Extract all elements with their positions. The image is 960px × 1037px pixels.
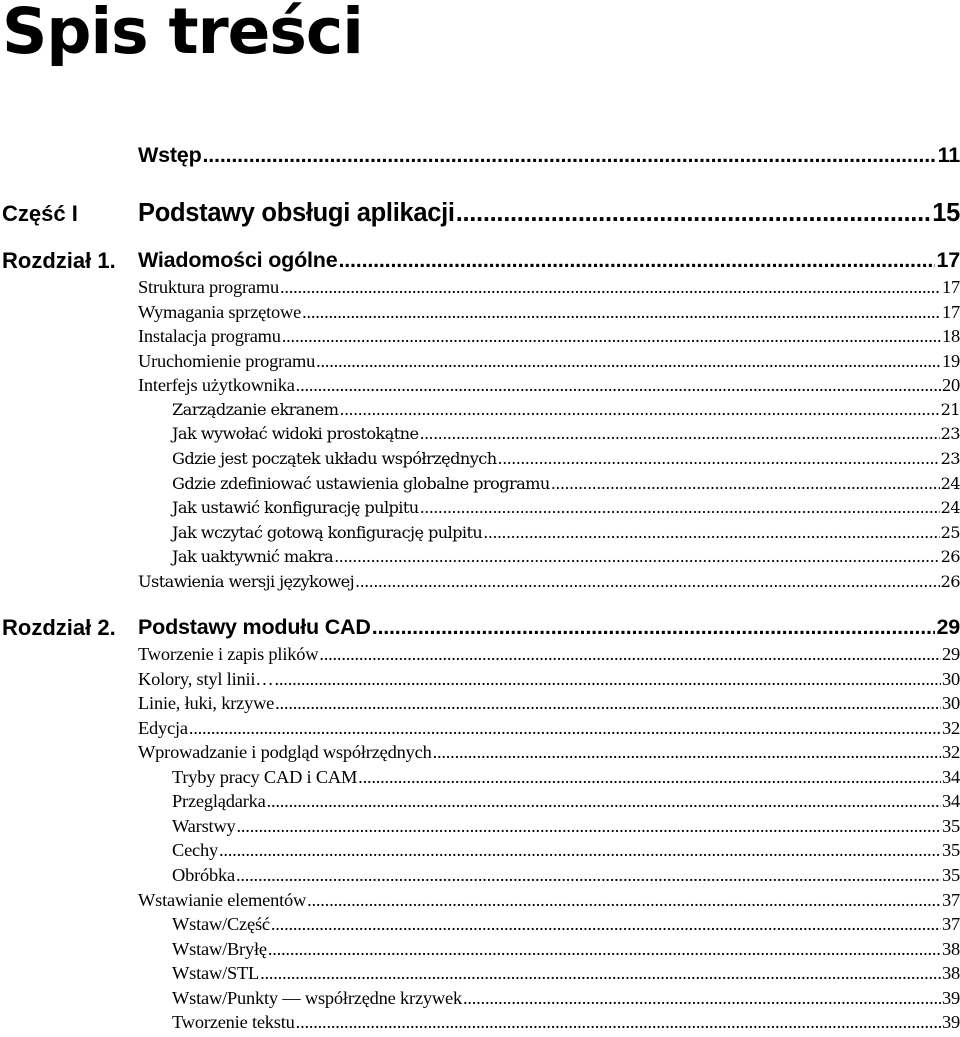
toc-entry-title: Wstaw/STL xyxy=(172,963,260,983)
toc-entry-title: Jak wywołać widoki prostokątne xyxy=(172,424,419,443)
toc-entry-title: Gdzie jest początek układu współrzędnych xyxy=(172,449,497,468)
toc-entry-chapter[interactable] xyxy=(138,248,960,273)
chapter-label: Rozdział 2. xyxy=(2,615,116,640)
toc-entry-page: 34 xyxy=(942,791,960,811)
dot-leader xyxy=(189,718,941,739)
toc-entry-page: 39 xyxy=(942,1012,960,1032)
toc-entry-part[interactable] xyxy=(138,199,960,228)
dot-leader xyxy=(280,277,941,298)
toc-entry-page: 15 xyxy=(932,199,960,227)
toc-entry-page: 24 xyxy=(940,498,960,517)
toc-entry-section[interactable] xyxy=(138,572,960,591)
toc-entry-page: 21 xyxy=(940,400,960,419)
toc-entry-title: Uruchomienie programu xyxy=(138,351,316,371)
toc-entry-title: Ustawienia wersji językowej xyxy=(138,572,355,591)
dot-leader xyxy=(355,572,940,591)
toc-entry-title: Jak wczytać gotową konfigurację pulpitu xyxy=(172,523,483,542)
toc-entry-page: 39 xyxy=(942,988,960,1008)
toc-entry-section[interactable] xyxy=(138,351,960,372)
toc-entry-title: Wstaw/Bryłę xyxy=(172,939,267,959)
toc-entry-page: 23 xyxy=(940,449,960,468)
toc-entry-title: Struktura programu xyxy=(138,277,279,297)
toc-entry-title: Wiadomości ogólne xyxy=(138,248,338,272)
toc-entry-page: 35 xyxy=(942,865,960,885)
toc-entry-page: 35 xyxy=(942,840,960,860)
toc-entry-intro[interactable] xyxy=(138,143,960,168)
toc-entry-subsection[interactable] xyxy=(172,816,960,837)
toc-entry-title: Wstaw/Część xyxy=(172,914,270,934)
toc-entry-page: 37 xyxy=(942,890,960,910)
toc-entry-subsection[interactable] xyxy=(172,498,960,517)
toc-entry-page: 30 xyxy=(942,669,960,689)
dot-leader xyxy=(338,248,935,273)
toc-entry-title: Wstawianie elementów xyxy=(138,890,307,910)
toc-entry-subsection[interactable] xyxy=(172,939,960,960)
toc-entry-section[interactable] xyxy=(138,693,960,714)
toc-entry-subsection[interactable] xyxy=(172,963,960,984)
toc-entry-title: Wstaw/Punkty — współrzędne krzywek xyxy=(172,988,462,1008)
toc-entry-subsection[interactable] xyxy=(172,449,960,468)
dot-leader xyxy=(456,199,932,228)
toc-entry-subsection[interactable] xyxy=(172,424,960,443)
dot-leader xyxy=(267,791,941,812)
toc-entry-subsection[interactable] xyxy=(172,840,960,861)
dot-leader xyxy=(339,400,939,419)
dot-leader xyxy=(302,302,941,323)
dot-leader xyxy=(334,547,939,566)
toc-entry-page: 29 xyxy=(936,615,960,639)
toc-entry-title: Tworzenie i zapis plików xyxy=(138,644,319,664)
dot-leader xyxy=(419,424,939,443)
toc-entry-title: Tryby pracy CAD i CAM xyxy=(172,767,358,787)
toc-entry-title: Wymagania sprzętowe xyxy=(138,302,302,322)
toc-entry-page: 23 xyxy=(940,424,960,443)
toc-entry-section[interactable] xyxy=(138,644,960,665)
toc-entry-page: 24 xyxy=(940,474,960,493)
toc-entry-title: Edycja xyxy=(138,718,188,738)
toc-entry-page: 37 xyxy=(942,914,960,934)
dot-leader xyxy=(268,939,941,960)
dot-leader xyxy=(358,767,941,788)
toc-entry-page: 30 xyxy=(942,693,960,713)
toc-entry-title: Wprowadzanie i podgląd współrzędnych xyxy=(138,742,432,762)
toc-entry-section[interactable] xyxy=(138,302,960,323)
dot-leader xyxy=(260,963,941,984)
toc-entry-page: 17 xyxy=(942,277,960,297)
toc-entry-page: 32 xyxy=(942,742,960,762)
toc-entry-page: 11 xyxy=(937,143,960,167)
toc-entry-subsection[interactable] xyxy=(172,474,960,493)
dot-leader xyxy=(463,988,941,1009)
toc-entry-section[interactable] xyxy=(138,890,960,911)
dot-leader xyxy=(307,890,941,911)
dot-leader xyxy=(372,615,936,640)
dot-leader xyxy=(296,375,941,396)
dot-leader xyxy=(433,742,941,763)
toc-entry-title: Kolory, styl linii… xyxy=(138,669,274,689)
toc-entry-section[interactable] xyxy=(138,742,960,763)
dot-leader xyxy=(203,143,937,168)
toc-entry-subsection[interactable] xyxy=(172,791,960,812)
dot-leader xyxy=(275,669,942,690)
toc-entry-subsection[interactable] xyxy=(172,865,960,886)
toc-entry-page: 38 xyxy=(942,963,960,983)
toc-entry-title: Warstwy xyxy=(172,816,236,836)
toc-entry-title: Cechy xyxy=(172,840,218,860)
dot-leader xyxy=(275,693,941,714)
toc-entry-subsection[interactable] xyxy=(172,914,960,935)
toc-entry-section[interactable] xyxy=(138,375,960,396)
toc-entry-subsection[interactable] xyxy=(172,1012,960,1033)
toc-entry-title: Interfejs użytkownika xyxy=(138,375,295,395)
toc-entry-page: 25 xyxy=(940,523,960,542)
toc-entry-title: Zarządzanie ekranem xyxy=(172,400,339,419)
toc-entry-title: Wstęp xyxy=(138,143,202,167)
toc-entry-chapter[interactable] xyxy=(138,615,960,640)
toc-entry-page: 17 xyxy=(936,248,960,272)
toc-entry-subsection[interactable] xyxy=(172,767,960,788)
dot-leader xyxy=(236,865,941,886)
toc-entry-page: 18 xyxy=(942,326,960,346)
toc-entry-title: Obróbka xyxy=(172,865,235,885)
toc-entry-page: 38 xyxy=(942,939,960,959)
toc-entry-title: Jak uaktywnić makra xyxy=(172,547,334,566)
toc-entry-title: Podstawy modułu CAD xyxy=(138,615,371,639)
dot-leader xyxy=(237,816,941,837)
dot-leader xyxy=(319,644,941,665)
toc-entry-title: Jak ustawić konfigurację pulpitu xyxy=(172,498,419,517)
dot-leader xyxy=(551,474,940,493)
toc-entry-subsection[interactable] xyxy=(172,547,960,566)
toc-entry-subsection[interactable] xyxy=(172,523,960,542)
page-title: Spis treści xyxy=(2,0,363,68)
toc-entry-title: Tworzenie tekstu xyxy=(172,1012,295,1032)
toc-entry-section[interactable] xyxy=(138,326,960,347)
toc-entry-section[interactable] xyxy=(138,277,960,298)
dot-leader xyxy=(316,351,941,372)
toc-entry-page: 32 xyxy=(942,718,960,738)
toc-entry-section[interactable] xyxy=(138,669,960,690)
toc-entry-title: Linie, łuki, krzywe xyxy=(138,693,275,713)
dot-leader xyxy=(498,449,940,468)
dot-leader xyxy=(483,523,939,542)
toc-entry-title: Podstawy obsługi aplikacji xyxy=(138,199,455,227)
toc-entry-page: 34 xyxy=(942,767,960,787)
part-label: Część I xyxy=(2,201,78,226)
toc-entry-subsection[interactable] xyxy=(172,988,960,1009)
toc-entry-title: Gdzie zdefiniować ustawienia globalne programu xyxy=(172,474,550,493)
toc-entry-page: 17 xyxy=(942,302,960,322)
toc-entry-title: Przeglądarka xyxy=(172,791,266,811)
toc-entry-section[interactable] xyxy=(138,718,960,739)
toc-entry-page: 35 xyxy=(942,816,960,836)
dot-leader xyxy=(219,840,941,861)
dot-leader xyxy=(282,326,941,347)
toc-entry-page: 20 xyxy=(942,375,960,395)
toc-entry-title: Instalacja programu xyxy=(138,326,281,346)
dot-leader xyxy=(296,1012,941,1033)
toc-entry-page: 19 xyxy=(942,351,960,371)
dot-leader xyxy=(420,498,940,517)
toc-entry-page: 26 xyxy=(940,572,960,591)
toc-entry-subsection[interactable] xyxy=(172,400,960,419)
toc-entry-page: 29 xyxy=(942,644,960,664)
toc-entry-page: 26 xyxy=(940,547,960,566)
dot-leader xyxy=(271,914,941,935)
chapter-label: Rozdział 1. xyxy=(2,248,116,273)
